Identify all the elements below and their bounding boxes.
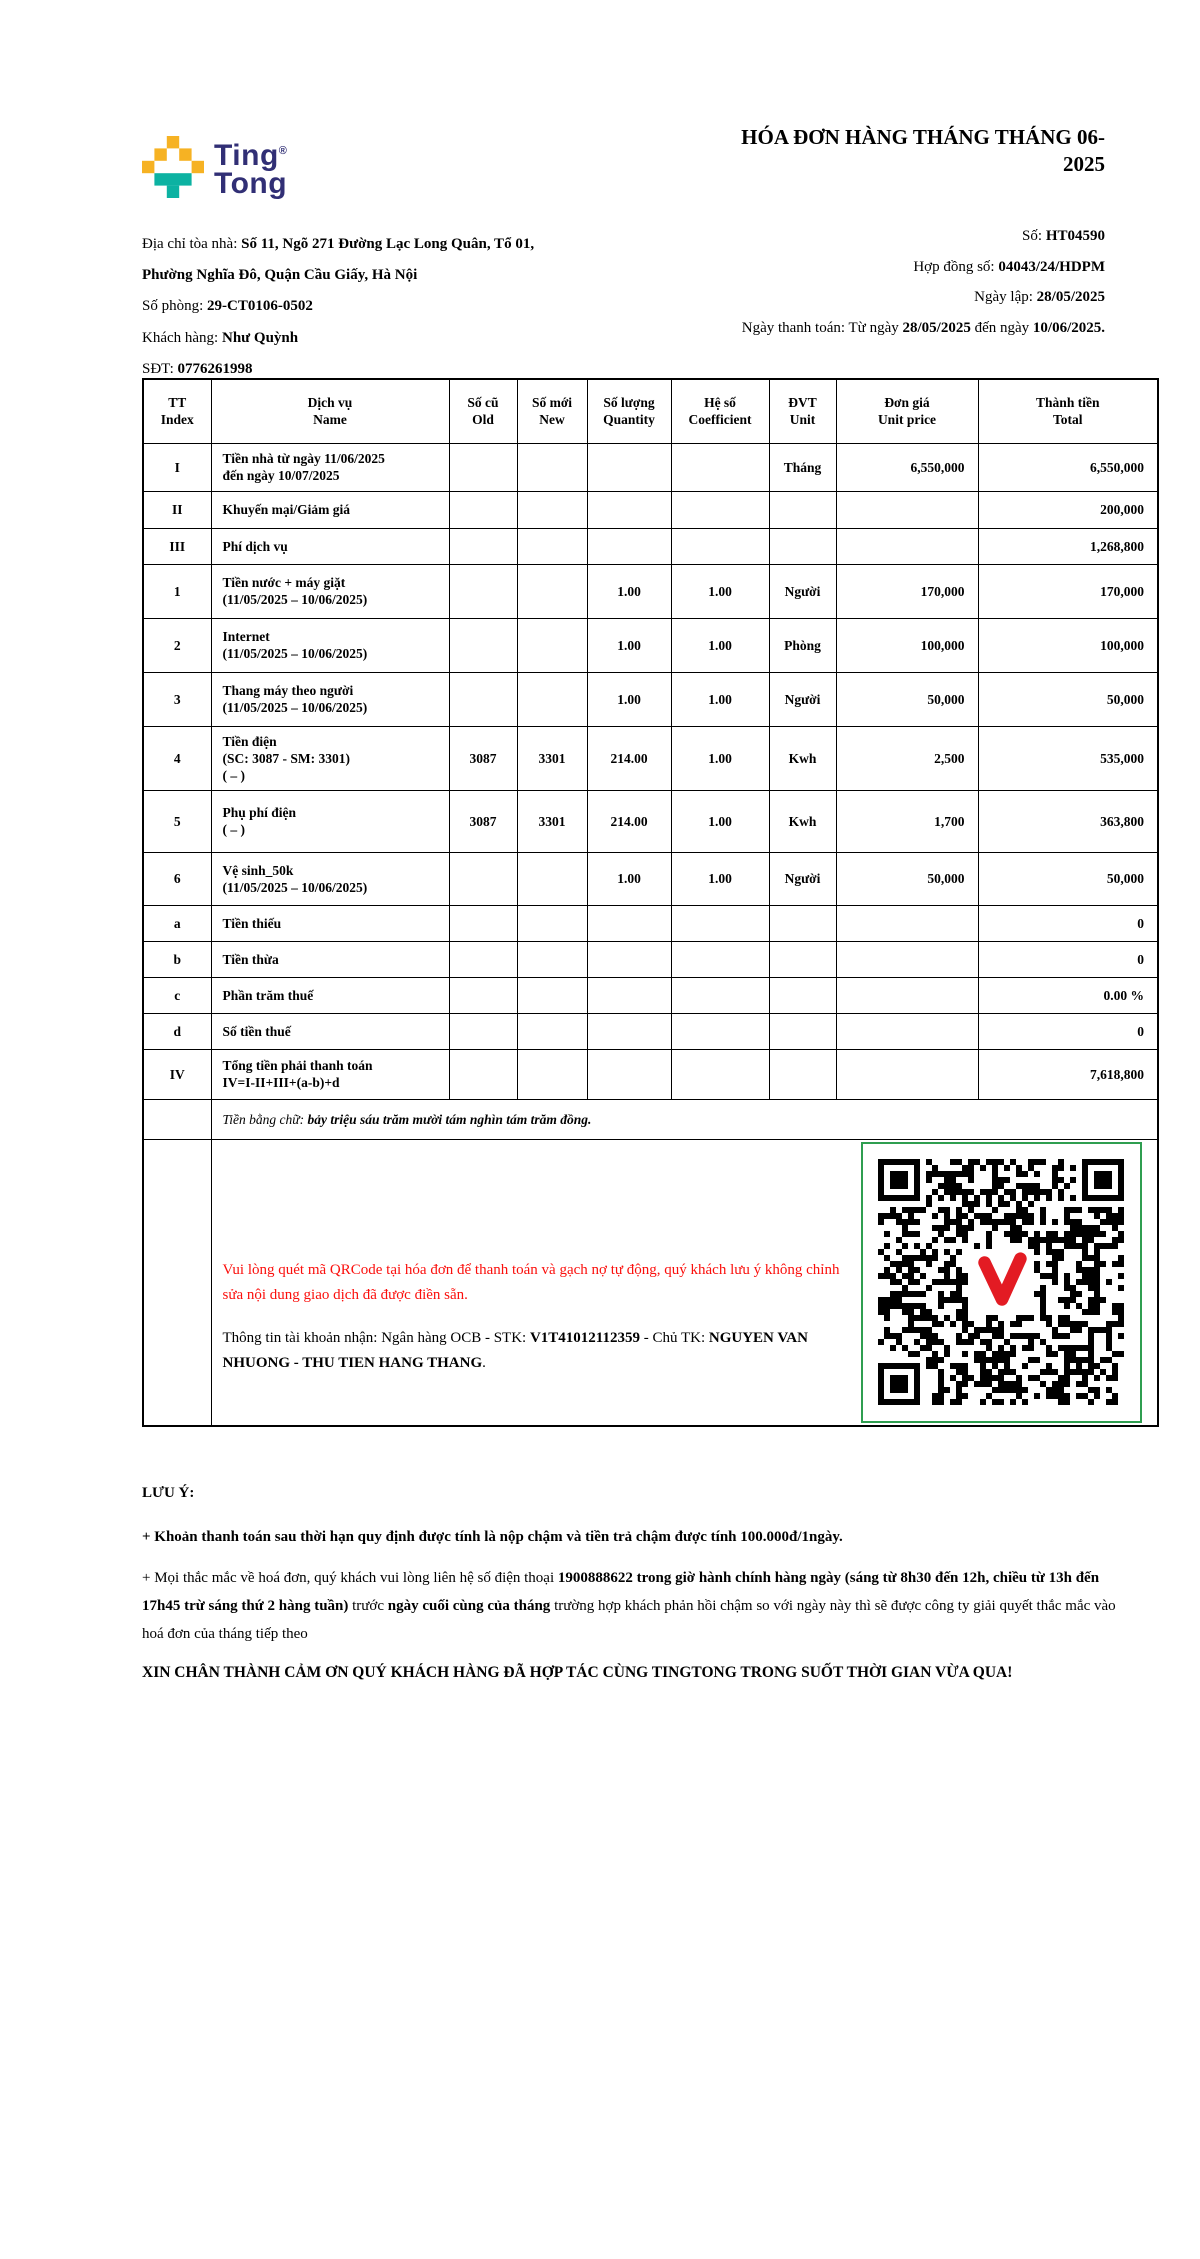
qr-center-v-icon bbox=[971, 1250, 1033, 1312]
cell-coefficient bbox=[671, 443, 769, 491]
cell-old-reading bbox=[449, 672, 517, 726]
cell-unit bbox=[769, 528, 836, 564]
cell-new-reading bbox=[517, 977, 587, 1013]
cell-unit-price: 50,000 bbox=[836, 672, 978, 726]
customer-line: Khách hàng: Như Quỳnh bbox=[142, 329, 299, 346]
footer-notes bbox=[142, 1479, 1130, 1687]
cell-new-reading: 3301 bbox=[517, 790, 587, 852]
cell-total: 50,000 bbox=[978, 852, 1158, 905]
cell-index: II bbox=[143, 491, 211, 528]
room-number-line: Số phòng: 29-CT0106-0502 bbox=[142, 298, 313, 315]
cell-old-reading bbox=[449, 528, 517, 564]
cell-total: 363,800 bbox=[978, 790, 1158, 852]
table-row bbox=[143, 905, 1158, 941]
cell-quantity bbox=[587, 1013, 671, 1049]
table-row bbox=[143, 443, 1158, 491]
cell-unit-price bbox=[836, 1013, 978, 1049]
cell-old-reading bbox=[449, 977, 517, 1013]
cell-old-reading bbox=[449, 905, 517, 941]
cell-service-name: Khuyến mại/Giảm giá bbox=[211, 491, 449, 528]
cell-total: 0 bbox=[978, 905, 1158, 941]
thank-you-message: XIN CHÂN THÀNH CẢM ƠN QUÝ KHÁCH HÀNG ĐÃ HỢP TÁC CÙNG TINGTONG TRONG SUỐT THỜI GIAN VỪA QUA! bbox=[142, 1664, 1013, 1681]
cell-old-reading bbox=[449, 852, 517, 905]
cell-unit-price: 6,550,000 bbox=[836, 443, 978, 491]
table-header-row bbox=[143, 379, 1158, 443]
cell-old-reading: 3087 bbox=[449, 726, 517, 790]
col-header-new: Số mới New bbox=[517, 379, 587, 443]
cell-total: 100,000 bbox=[978, 618, 1158, 672]
cell-unit-price bbox=[836, 491, 978, 528]
cell-new-reading bbox=[517, 528, 587, 564]
cell-coefficient bbox=[671, 1013, 769, 1049]
cell-new-reading bbox=[517, 1013, 587, 1049]
hotline-note: + Mọi thắc mắc về hoá đơn, quý khách vui lòng liên hệ số điện thoại 1900888622 trong giờ hành chính hàng ngày (sáng từ 8h30 đến 12h, chiều từ 13h đến 17h45 trừ sáng thứ 2 hàng tuần) trước ngày cuối cùng của tháng trường hợp khách phản hồi chậm so với ngày này thì sẽ được công ty giải quyết thắc mắc vào hoá đơn của tháng tiếp theo bbox=[142, 1570, 1116, 1642]
cell-coefficient: 1.00 bbox=[671, 618, 769, 672]
cell-service-name: Số tiền thuế bbox=[211, 1013, 449, 1049]
cell-service-name: Tiền thừa bbox=[211, 941, 449, 977]
cell-quantity bbox=[587, 443, 671, 491]
cell-old-reading bbox=[449, 618, 517, 672]
amount-in-words-value: bảy triệu sáu trăm mười tám nghìn tám trăm đồng. bbox=[307, 1111, 592, 1127]
cell-unit: Tháng bbox=[769, 443, 836, 491]
col-header-service: Dịch vụ Name bbox=[211, 379, 449, 443]
payment-period-line: Ngày thanh toán: Từ ngày 28/05/2025 đến ngày 10/06/2025. bbox=[741, 319, 1105, 336]
registered-mark: ® bbox=[278, 145, 288, 157]
cell-index: 1 bbox=[143, 564, 211, 618]
cell-total: 0 bbox=[978, 941, 1158, 977]
cell-old-reading bbox=[449, 564, 517, 618]
table-row bbox=[143, 852, 1158, 905]
cell-total: 6,550,000 bbox=[978, 443, 1158, 491]
cell-index: d bbox=[143, 1013, 211, 1049]
table-row bbox=[143, 790, 1158, 852]
cell-unit-price: 100,000 bbox=[836, 618, 978, 672]
invoice-meta bbox=[545, 221, 1105, 343]
invoice-table-body bbox=[143, 443, 1158, 1099]
cell-total: 0 bbox=[978, 1013, 1158, 1049]
invoice-table bbox=[142, 378, 1159, 1427]
cell-new-reading bbox=[517, 1049, 587, 1099]
cell-quantity: 1.00 bbox=[587, 672, 671, 726]
col-header-unit-price: Đơn giá Unit price bbox=[836, 379, 978, 443]
table-row bbox=[143, 672, 1158, 726]
qr-instruction-note: Vui lòng quét mã QRCode tại hóa đơn để thanh toán và gạch nợ tự động, quý khách lưu ý không chỉnh sửa nội dung giao dịch đã được điền sẵn. bbox=[222, 1261, 840, 1303]
table-row bbox=[143, 491, 1158, 528]
cell-index: 3 bbox=[143, 672, 211, 726]
cell-quantity bbox=[587, 491, 671, 528]
cell-unit-price: 1,700 bbox=[836, 790, 978, 852]
cell-unit bbox=[769, 1049, 836, 1099]
brand-logo bbox=[142, 136, 287, 198]
cell-old-reading bbox=[449, 443, 517, 491]
empty-cell bbox=[143, 1099, 211, 1139]
cell-service-name: Phần trăm thuế bbox=[211, 977, 449, 1013]
cell-new-reading: 3301 bbox=[517, 726, 587, 790]
cell-unit: Kwh bbox=[769, 790, 836, 852]
cell-unit: Người bbox=[769, 852, 836, 905]
payment-qr-code bbox=[861, 1142, 1142, 1423]
table-row bbox=[143, 564, 1158, 618]
cell-service-name: Vệ sinh_50k (11/05/2025 – 10/06/2025) bbox=[211, 852, 449, 905]
cell-unit: Người bbox=[769, 672, 836, 726]
cell-index: 4 bbox=[143, 726, 211, 790]
cell-unit-price: 50,000 bbox=[836, 852, 978, 905]
cell-service-name: Tiền điện (SC: 3087 - SM: 3301) ( – ) bbox=[211, 726, 449, 790]
cell-coefficient bbox=[671, 905, 769, 941]
cell-coefficient: 1.00 bbox=[671, 852, 769, 905]
table-row bbox=[143, 528, 1158, 564]
cell-unit-price bbox=[836, 1049, 978, 1099]
cell-quantity: 1.00 bbox=[587, 564, 671, 618]
cell-coefficient bbox=[671, 491, 769, 528]
cell-old-reading bbox=[449, 491, 517, 528]
cell-coefficient: 1.00 bbox=[671, 726, 769, 790]
cell-index: I bbox=[143, 443, 211, 491]
cell-unit: Phòng bbox=[769, 618, 836, 672]
qr-row bbox=[143, 1139, 1158, 1426]
cell-unit bbox=[769, 941, 836, 977]
cell-unit bbox=[769, 905, 836, 941]
cell-new-reading bbox=[517, 618, 587, 672]
col-header-coefficient: Hệ số Coefficient bbox=[671, 379, 769, 443]
cell-total: 200,000 bbox=[978, 491, 1158, 528]
cell-old-reading bbox=[449, 941, 517, 977]
cell-index: c bbox=[143, 977, 211, 1013]
cell-coefficient bbox=[671, 941, 769, 977]
col-header-old: Số cũ Old bbox=[449, 379, 517, 443]
cell-new-reading bbox=[517, 905, 587, 941]
cell-quantity bbox=[587, 941, 671, 977]
cell-old-reading: 3087 bbox=[449, 790, 517, 852]
cell-quantity bbox=[587, 1049, 671, 1099]
late-payment-note: + Khoản thanh toán sau thời hạn quy định được tính là nộp chậm và tiền trả chậm được tính 100.000đ/1ngày. bbox=[142, 1529, 843, 1545]
table-row bbox=[143, 726, 1158, 790]
cell-quantity: 214.00 bbox=[587, 790, 671, 852]
cell-unit bbox=[769, 1013, 836, 1049]
building-address-line2: Phường Nghĩa Đô, Quận Cầu Giấy, Hà Nội bbox=[142, 267, 418, 284]
cell-total: 535,000 bbox=[978, 726, 1158, 790]
cell-service-name: Tiền thiếu bbox=[211, 905, 449, 941]
cell-service-name: Tiền nhà từ ngày 11/06/2025 đến ngày 10/07/2025 bbox=[211, 443, 449, 491]
cell-total: 50,000 bbox=[978, 672, 1158, 726]
cell-coefficient: 1.00 bbox=[671, 672, 769, 726]
col-header-total: Thành tiền Total bbox=[978, 379, 1158, 443]
cell-quantity: 214.00 bbox=[587, 726, 671, 790]
cell-coefficient bbox=[671, 528, 769, 564]
cell-unit-price: 2,500 bbox=[836, 726, 978, 790]
cell-service-name: Tiền nước + máy giặt (11/05/2025 – 10/06/2025) bbox=[211, 564, 449, 618]
cell-unit bbox=[769, 491, 836, 528]
cell-old-reading bbox=[449, 1013, 517, 1049]
issue-date-line: Ngày lập: 28/05/2025 bbox=[974, 289, 1105, 306]
building-address-line1: Địa chỉ tòa nhà: Số 11, Ngõ 271 Đường Lạc Long Quân, Tổ 01, bbox=[142, 236, 535, 252]
cell-new-reading bbox=[517, 443, 587, 491]
bank-account-info: Thông tin tài khoản nhận: Ngân hàng OCB - STK: V1T41012112359 - Chủ TK: NGUYEN VAN NHUONG - THU TIEN HANG THANG. bbox=[222, 1329, 808, 1371]
cell-new-reading bbox=[517, 564, 587, 618]
cell-unit-price bbox=[836, 977, 978, 1013]
cell-index: 6 bbox=[143, 852, 211, 905]
table-row bbox=[143, 1049, 1158, 1099]
empty-cell bbox=[143, 1139, 211, 1426]
cell-service-name: Tổng tiền phải thanh toán IV=I-II+III+(a-b)+d bbox=[211, 1049, 449, 1099]
cell-index: 5 bbox=[143, 790, 211, 852]
cell-unit: Người bbox=[769, 564, 836, 618]
cell-unit-price bbox=[836, 528, 978, 564]
notes-heading: LƯU Ý: bbox=[142, 1485, 195, 1501]
cell-total: 7,618,800 bbox=[978, 1049, 1158, 1099]
cell-index: IV bbox=[143, 1049, 211, 1099]
cell-coefficient: 1.00 bbox=[671, 564, 769, 618]
col-header-index: TT Index bbox=[143, 379, 211, 443]
cell-service-name: Internet (11/05/2025 – 10/06/2025) bbox=[211, 618, 449, 672]
cell-index: a bbox=[143, 905, 211, 941]
cell-new-reading bbox=[517, 941, 587, 977]
table-row bbox=[143, 1013, 1158, 1049]
cell-quantity: 1.00 bbox=[587, 852, 671, 905]
phone-line: SĐT: 0776261998 bbox=[142, 360, 253, 377]
cell-quantity bbox=[587, 977, 671, 1013]
cell-new-reading bbox=[517, 672, 587, 726]
cell-index: b bbox=[143, 941, 211, 977]
cell-service-name: Phụ phí điện ( – ) bbox=[211, 790, 449, 852]
table-row bbox=[143, 618, 1158, 672]
cell-total: 170,000 bbox=[978, 564, 1158, 618]
cell-quantity: 1.00 bbox=[587, 618, 671, 672]
col-header-quantity: Số lượng Quantity bbox=[587, 379, 671, 443]
cell-quantity bbox=[587, 528, 671, 564]
cell-service-name: Phí dịch vụ bbox=[211, 528, 449, 564]
amount-in-words-label: Tiền bằng chữ: bbox=[222, 1111, 308, 1127]
cell-coefficient bbox=[671, 1049, 769, 1099]
cell-unit-price bbox=[836, 941, 978, 977]
cell-quantity bbox=[587, 905, 671, 941]
invoice-number-line: Số: HT04590 bbox=[1022, 228, 1105, 244]
table-row bbox=[143, 977, 1158, 1013]
brand-name: Ting® Tong bbox=[214, 139, 288, 200]
ting-tong-logo-icon bbox=[142, 136, 204, 198]
cell-coefficient bbox=[671, 977, 769, 1013]
cell-unit bbox=[769, 977, 836, 1013]
col-header-unit: ĐVT Unit bbox=[769, 379, 836, 443]
table-row bbox=[143, 941, 1158, 977]
cell-new-reading bbox=[517, 491, 587, 528]
page-title: HÓA ĐƠN HÀNG THÁNG THÁNG 06- 2025 bbox=[741, 125, 1105, 176]
cell-unit: Kwh bbox=[769, 726, 836, 790]
cell-old-reading bbox=[449, 1049, 517, 1099]
cell-total: 0.00 % bbox=[978, 977, 1158, 1013]
cell-total: 1,268,800 bbox=[978, 528, 1158, 564]
cell-unit-price: 170,000 bbox=[836, 564, 978, 618]
cell-unit-price bbox=[836, 905, 978, 941]
cell-index: 2 bbox=[143, 618, 211, 672]
cell-new-reading bbox=[517, 852, 587, 905]
amount-in-words-row bbox=[143, 1099, 1158, 1139]
cell-index: III bbox=[143, 528, 211, 564]
cell-coefficient: 1.00 bbox=[671, 790, 769, 852]
cell-service-name: Thang máy theo người (11/05/2025 – 10/06/2025) bbox=[211, 672, 449, 726]
contract-number-line: Hợp đồng số: 04043/24/HDPM bbox=[913, 258, 1105, 275]
